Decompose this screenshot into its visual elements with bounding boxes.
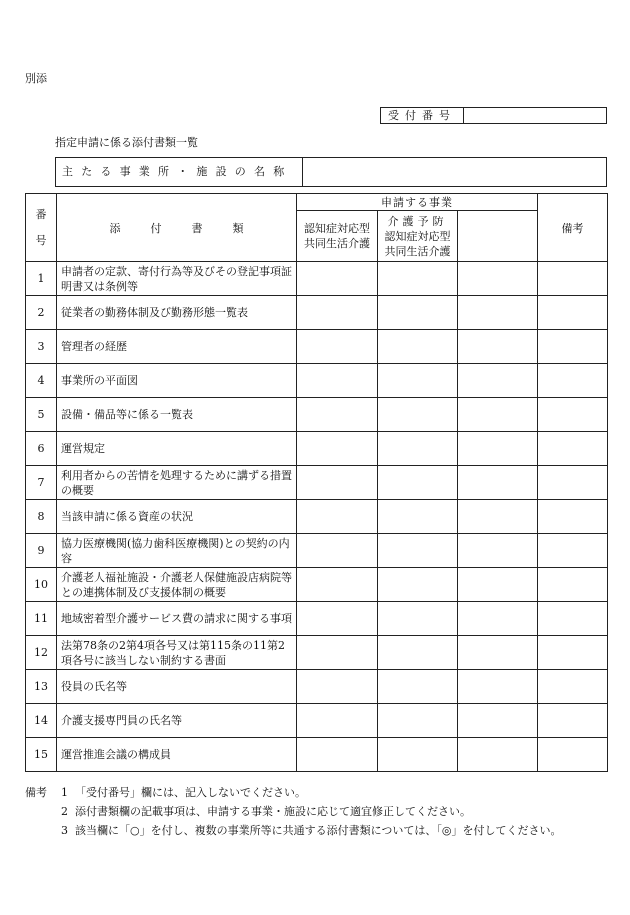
row-number: 15 (26, 738, 57, 772)
row-check-preventive-dementia-group-home[interactable] (378, 296, 458, 330)
row-number: 1 (26, 262, 57, 296)
header-number (26, 194, 57, 262)
row-check-preventive-dementia-group-home[interactable] (378, 330, 458, 364)
row-document-name: 設備・備品等に係る一覧表 (57, 398, 297, 432)
row-check-dementia-group-home[interactable] (297, 704, 378, 738)
row-document-name: 申請者の定款、寄付行為等及びその登記事項証明書又は条例等 (57, 262, 297, 296)
row-document-name: 運営規定 (57, 432, 297, 466)
row-check-preventive-dementia-group-home[interactable] (378, 670, 458, 704)
row-number: 5 (26, 398, 57, 432)
row-check-dementia-group-home[interactable] (297, 636, 378, 670)
table-row (26, 534, 608, 568)
row-check-dementia-group-home[interactable] (297, 398, 378, 432)
row-check-blank[interactable] (458, 466, 538, 500)
row-check-blank[interactable] (458, 704, 538, 738)
row-document-name: 管理者の経歴 (57, 330, 297, 364)
row-check-blank[interactable] (458, 398, 538, 432)
note-item (25, 821, 615, 840)
table-row (26, 262, 608, 296)
row-check-dementia-group-home[interactable] (297, 432, 378, 466)
row-check-preventive-dementia-group-home[interactable] (378, 432, 458, 466)
row-check-blank[interactable] (458, 262, 538, 296)
note-item (25, 802, 615, 821)
row-check-dementia-group-home[interactable] (297, 568, 378, 602)
row-document-name: 従業者の勤務体制及び勤務形態一覧表 (57, 296, 297, 330)
document-list-title: 指定申請に係る添付書類一覧 (55, 136, 198, 149)
row-document-name: 運営推進会議の構成員 (57, 738, 297, 772)
notes-heading (25, 821, 61, 840)
row-number: 8 (26, 500, 57, 534)
row-remarks[interactable] (538, 636, 608, 670)
row-document-name: 地域密着型介護サービス費の請求に関する事項 (57, 602, 297, 636)
row-remarks[interactable] (538, 330, 608, 364)
row-check-blank[interactable] (458, 738, 538, 772)
table-row (26, 568, 608, 602)
row-document-name: 役員の氏名等 (57, 670, 297, 704)
row-check-preventive-dementia-group-home[interactable] (378, 364, 458, 398)
row-check-dementia-group-home[interactable] (297, 500, 378, 534)
row-check-dementia-group-home[interactable] (297, 602, 378, 636)
header-applied-services: 申請する事業 (297, 194, 538, 211)
row-remarks[interactable] (538, 738, 608, 772)
table-row (26, 330, 608, 364)
row-check-preventive-dementia-group-home[interactable] (378, 636, 458, 670)
row-check-preventive-dementia-group-home[interactable] (378, 738, 458, 772)
row-number: 14 (26, 704, 57, 738)
row-check-preventive-dementia-group-home[interactable] (378, 534, 458, 568)
header-service-line: 認知症対応型 (384, 229, 451, 243)
table-row (26, 602, 608, 636)
note-text: 添付書類欄の記載事項は、申請する事業・施設に応じて適宜修正してください。 (75, 805, 471, 818)
row-remarks[interactable] (538, 534, 608, 568)
header-service-dementia-group-home (297, 211, 378, 262)
row-number: 9 (26, 534, 57, 568)
table-row (26, 432, 608, 466)
row-number: 11 (26, 602, 57, 636)
notes-heading (25, 802, 61, 821)
row-remarks[interactable] (538, 296, 608, 330)
header-service-blank (458, 211, 538, 262)
row-remarks[interactable] (538, 602, 608, 636)
row-check-preventive-dementia-group-home[interactable] (378, 466, 458, 500)
header-documents: 添付書類 (57, 194, 297, 262)
row-check-blank[interactable] (458, 500, 538, 534)
appendix-label: 別添 (25, 72, 47, 85)
row-number: 12 (26, 636, 57, 670)
table-row (26, 636, 608, 670)
row-remarks[interactable] (538, 670, 608, 704)
row-check-blank[interactable] (458, 568, 538, 602)
facility-name-field[interactable] (303, 158, 606, 186)
header-service-preventive-dementia-group-home (378, 211, 458, 262)
row-check-preventive-dementia-group-home[interactable] (378, 500, 458, 534)
header-number-line: 号 (35, 233, 47, 247)
table-row (26, 364, 608, 398)
row-number: 3 (26, 330, 57, 364)
table-row (26, 738, 608, 772)
row-document-name: 介護支援専門員の氏名等 (57, 704, 297, 738)
row-check-preventive-dementia-group-home[interactable] (378, 704, 458, 738)
row-check-blank[interactable] (458, 364, 538, 398)
row-remarks[interactable] (538, 568, 608, 602)
table-row (26, 670, 608, 704)
row-check-blank[interactable] (458, 330, 538, 364)
notes-section (25, 783, 615, 840)
row-document-name: 法第78条の2第4項各号又は第115条の11第2項各号に該当しない制約する書面 (57, 636, 297, 670)
row-check-dementia-group-home[interactable] (297, 330, 378, 364)
row-number: 6 (26, 432, 57, 466)
row-document-name: 介護老人福祉施設・介護老人保健施設店病院等との連携体制及び支援体制の概要 (57, 568, 297, 602)
facility-name-box (55, 157, 607, 187)
row-check-dementia-group-home[interactable] (297, 296, 378, 330)
header-service-line: 共同生活介護 (304, 237, 370, 250)
row-check-preventive-dementia-group-home[interactable] (378, 602, 458, 636)
header-service-line: 介護予防 (387, 214, 448, 228)
row-check-blank[interactable] (458, 296, 538, 330)
row-check-dementia-group-home[interactable] (297, 534, 378, 568)
row-remarks[interactable] (538, 500, 608, 534)
row-remarks[interactable] (538, 432, 608, 466)
row-check-dementia-group-home[interactable] (297, 466, 378, 500)
row-remarks[interactable] (538, 364, 608, 398)
table-row (26, 398, 608, 432)
header-remarks: 備考 (538, 194, 608, 262)
row-check-blank[interactable] (458, 636, 538, 670)
attachment-table (25, 193, 608, 772)
note-text: 該当欄に「○」を付し、複数の事業所等に共通する添付書類については、「◎」を付してください。 (75, 824, 562, 837)
row-check-blank[interactable] (458, 670, 538, 704)
row-check-dementia-group-home[interactable] (297, 262, 378, 296)
note-number: 2 (61, 805, 68, 818)
notes-heading: 備考 (25, 786, 47, 799)
row-remarks[interactable] (538, 704, 608, 738)
row-document-name: 利用者からの苦情を処理するために講ずる措置の概要 (57, 466, 297, 500)
row-document-name: 事業所の平面図 (57, 364, 297, 398)
header-service-line: 認知症対応型 (304, 222, 370, 235)
receipt-number-field[interactable] (464, 108, 606, 123)
row-check-dementia-group-home[interactable] (297, 738, 378, 772)
row-check-blank[interactable] (458, 602, 538, 636)
note-number: 3 (61, 824, 68, 837)
row-check-dementia-group-home[interactable] (297, 364, 378, 398)
row-remarks[interactable] (538, 466, 608, 500)
row-check-dementia-group-home[interactable] (297, 670, 378, 704)
row-number: 7 (26, 466, 57, 500)
receipt-number-box (380, 107, 607, 124)
header-number-line: 番 (35, 207, 47, 221)
table-row (26, 500, 608, 534)
row-number: 4 (26, 364, 57, 398)
row-document-name: 協力医療機関(協力歯科医療機関)との契約の内容 (57, 534, 297, 568)
row-document-name: 当該申請に係る資産の状況 (57, 500, 297, 534)
row-check-preventive-dementia-group-home[interactable] (378, 262, 458, 296)
note-text: 「受付番号」欄には、記入しないでください。 (75, 786, 306, 799)
row-remarks[interactable] (538, 262, 608, 296)
row-check-blank[interactable] (458, 432, 538, 466)
row-remarks[interactable] (538, 398, 608, 432)
row-check-preventive-dementia-group-home[interactable] (378, 398, 458, 432)
row-check-blank[interactable] (458, 534, 538, 568)
header-service-line: 共同生活介護 (384, 244, 451, 258)
table-row (26, 466, 608, 500)
table-row (26, 704, 608, 738)
receipt-number-label: 受付番号 (381, 108, 464, 123)
row-number: 10 (26, 568, 57, 602)
table-row (26, 296, 608, 330)
row-check-preventive-dementia-group-home[interactable] (378, 568, 458, 602)
facility-name-label: 主たる事業所・施設の名称 (56, 158, 303, 186)
row-number: 13 (26, 670, 57, 704)
note-number: 1 (61, 786, 68, 799)
row-number: 2 (26, 296, 57, 330)
note-item (25, 783, 615, 802)
